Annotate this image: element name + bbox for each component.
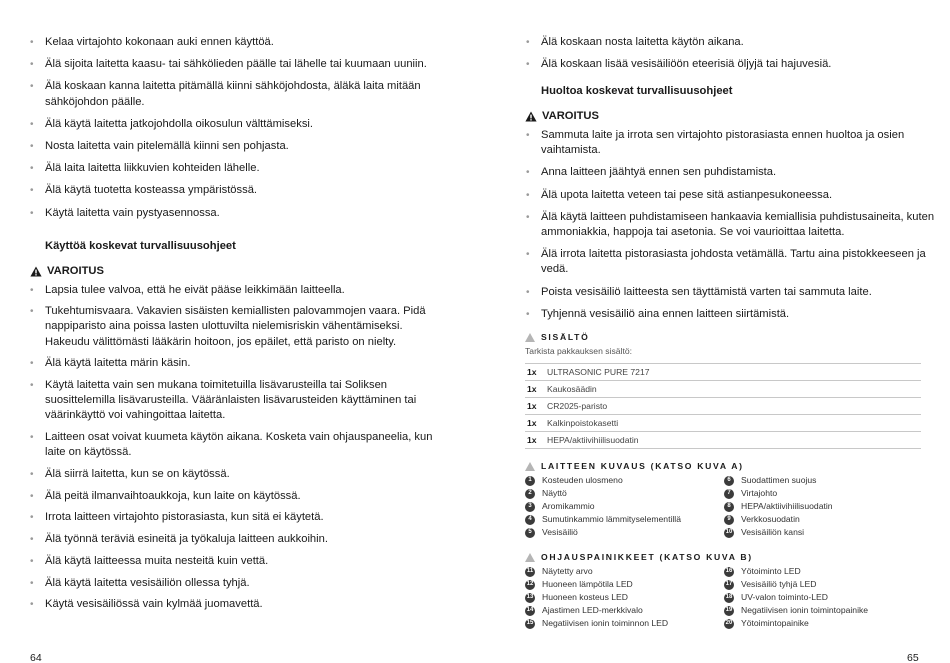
number-badge: 5 <box>525 528 535 538</box>
list-item: • Älä irrota laitetta pistorasiasta johdosta vetämällä. Tartu aina pistokkeeseen ja vedä. <box>541 247 936 277</box>
list-item: 11 Näytetty arvo <box>526 566 593 576</box>
list-item: • Irrota laitteen virtajohto pistorasiasta, kun sitä ei käytetä. <box>45 510 440 525</box>
list-item: • Älä käytä tuotetta kosteassa ympäristössä. <box>45 183 440 198</box>
list-item: • Älä käytä laitteessa muita nesteitä kuin vettä. <box>45 554 440 569</box>
number-badge: 19 <box>724 606 734 616</box>
list-item: 17 Vesisäiliö tyhjä LED <box>725 579 817 589</box>
list-item: • Älä peitä ilmanvaihtoaukkoja, kun laite on käytössä. <box>45 489 440 504</box>
number-badge: 17 <box>724 580 734 590</box>
warning-icon <box>525 111 537 122</box>
list-item: 9 Verkkosuodatin <box>724 513 923 526</box>
list-item: 4 Sumutinkammio lämmityselementillä <box>525 513 724 526</box>
triangle-marker-icon <box>525 462 535 471</box>
contents-heading: SISÄLTÖ <box>525 332 921 343</box>
number-badge: 14 <box>525 606 535 616</box>
right-page <box>475 0 950 663</box>
list-item: • Älä työnnä teräviä esineitä ja työkaluja laitteen aukkoihin. <box>45 532 440 547</box>
number-badge: 11 <box>525 567 535 577</box>
contents-section <box>525 332 921 449</box>
list-item: • Lapsia tulee valvoa, että he eivät pääse leikkimään laitteella. <box>45 283 440 298</box>
list-item: 3 Aromikammio <box>525 500 724 513</box>
parts-column-2 <box>724 474 923 539</box>
list-item: • Älä käytä laitetta märin käsin. <box>45 356 440 371</box>
list-item: 18 UV-valon toiminto-LED <box>725 592 828 602</box>
number-badge: 1 <box>525 476 535 486</box>
number-badge: 10 <box>724 528 734 538</box>
warning-heading <box>525 109 599 124</box>
number-badge: 2 <box>525 489 535 499</box>
list-item: 14 Ajastimen LED-merkkivalo <box>526 605 643 615</box>
list-item: 1 Kosteuden ulosmeno <box>525 474 724 487</box>
list-item: 2 Näyttö <box>525 487 724 500</box>
number-badge: 13 <box>525 593 535 603</box>
safety-list-maintenance <box>541 128 936 322</box>
device-description-section <box>525 461 923 539</box>
controls-list <box>525 565 923 630</box>
device-description-heading: LAITTEEN KUVAUS (KATSO KUVA A) <box>525 461 923 472</box>
list-item: 13 Huoneen kosteus LED <box>526 592 628 602</box>
list-item: • Älä koskaan kanna laitetta pitämällä kiinni sähköjohdosta, äläkä laita mitään sähköjohdon päälle. <box>45 79 440 109</box>
table-row: 1x ULTRASONIC PURE 7217 <box>525 364 921 381</box>
warning-label: VAROITUS <box>542 110 599 122</box>
safety-list-general <box>45 35 440 221</box>
list-item: • Laitteen osat voivat kuumeta käytön aikana. Kosketa vain ohjauspaneelia, kun laite on käytössä. <box>45 430 440 460</box>
page-number: 64 <box>30 652 42 663</box>
list-item: • Älä upota laitetta veteen tai pese sitä astianpesukoneessa. <box>541 188 936 203</box>
list-item: 8 HEPA/aktiivihiilisuodatin <box>724 500 923 513</box>
number-badge: 8 <box>724 502 734 512</box>
number-badge: 15 <box>525 619 535 629</box>
controls-heading: OHJAUSPAINIKKEET (KATSO KUVA B) <box>525 552 923 563</box>
number-badge: 7 <box>724 489 734 499</box>
list-item: • Anna laitteen jäähtyä ennen sen puhdistamista. <box>541 165 936 180</box>
list-item: • Nosta laitetta vain pitelemällä kiinni sen pohjasta. <box>45 139 440 154</box>
page-number: 65 <box>907 652 919 663</box>
list-item: • Tukehtumisvaara. Vakavien sisäisten kemiallisten palovammojen vaara. Pidä nappiparisto aina poissa lasten ulottuvilta nielemisriskin vähentämiseksi. Hakeudu välittömästi lääkärin hoitoon, jos epäilet, että paristo on nielty. <box>45 304 440 350</box>
number-badge: 20 <box>724 619 734 629</box>
list-item: • Älä koskaan nosta laitetta käytön aikana. <box>541 35 936 50</box>
list-item: 7 Virtajohto <box>724 487 923 500</box>
number-badge: 6 <box>724 476 734 486</box>
list-item: • Älä käytä laitteen puhdistamiseen hankaavia kemiallisia puhdistusaineita, kuten ammoniakkia, happoja tai asetonia. Se voi vaurioittaa laitetta. <box>541 210 936 240</box>
list-item: • Kelaa virtajohto kokonaan auki ennen käyttöä. <box>45 35 440 50</box>
list-item: 20 Yötoimintopainike <box>725 618 809 628</box>
warning-icon <box>30 266 42 277</box>
number-badge: 3 <box>525 502 535 512</box>
warning-heading <box>30 264 104 279</box>
list-item: • Älä sijoita laitetta kaasu- tai sähkölieden päälle tai lähelle tai kuumaan uuniin. <box>45 57 440 72</box>
controls-section <box>525 552 923 630</box>
list-item: 6 Suodattimen suojus <box>724 474 923 487</box>
controls-column-2 <box>724 565 923 630</box>
section-heading-maintenance-safety: Huoltoa koskevat turvallisuusohjeet <box>541 85 733 97</box>
list-item: • Älä laita laitetta liikkuvien kohteiden lähelle. <box>45 161 440 176</box>
table-row: 1x HEPA/aktiivihiilisuodatin <box>525 432 921 449</box>
list-item: • Käytä vesisäiliössä vain kylmää juomavettä. <box>45 597 440 612</box>
list-item: 15 Negatiivisen ionin toiminnon LED <box>526 618 669 628</box>
list-item: • Käytä laitetta vain sen mukana toimitetuilla lisävarusteilla tai Soliksen suosittelemilla lisävarusteilla. Vääränlaisten lisävarusteiden käyttäminen tai väärinkäyttö voi vahingoittaa laitetta. <box>45 378 440 424</box>
number-badge: 12 <box>525 580 535 590</box>
list-item: 10 Vesisäiliön kansi <box>725 527 805 537</box>
triangle-marker-icon <box>525 553 535 562</box>
list-item: 19 Negatiivisen ionin toimintopainike <box>725 605 869 615</box>
warning-label: VAROITUS <box>47 265 104 277</box>
safety-list-general <box>541 35 936 72</box>
list-item: • Älä käytä laitetta jatkojohdolla oikosulun välttämiseksi. <box>45 117 440 132</box>
list-item: • Käytä laitetta vain pystyasennossa. <box>45 206 440 221</box>
number-badge: 18 <box>724 593 734 603</box>
safety-list-usage <box>45 283 440 612</box>
contents-table <box>525 363 921 449</box>
number-badge: 4 <box>525 515 535 525</box>
controls-column-1 <box>525 565 724 630</box>
section-heading-usage-safety: Käyttöä koskevat turvallisuusohjeet <box>45 240 236 252</box>
list-item: • Tyhjennä vesisäiliö aina ennen laitteen siirtämistä. <box>541 307 936 322</box>
contents-subtitle: Tarkista pakkauksen sisältö: <box>525 346 632 356</box>
number-badge: 16 <box>724 567 734 577</box>
list-item: • Älä koskaan lisää vesisäiliöön eteerisiä öljyjä tai hajuvesiä. <box>541 57 936 72</box>
number-badge: 9 <box>724 515 734 525</box>
table-row: 1x CR2025-paristo <box>525 398 921 415</box>
list-item: 5 Vesisäiliö <box>525 526 724 539</box>
parts-column-1 <box>525 474 724 539</box>
device-parts-list <box>525 474 923 539</box>
list-item: • Älä käytä laitetta vesisäiliön ollessa tyhjä. <box>45 576 440 591</box>
triangle-marker-icon <box>525 333 535 342</box>
list-item: • Älä siirrä laitetta, kun se on käytössä. <box>45 467 440 482</box>
table-row: 1x Kalkinpoistokasetti <box>525 415 921 432</box>
list-item: 16 Yötoiminto LED <box>725 566 801 576</box>
table-row: 1x Kaukosäädin <box>525 381 921 398</box>
list-item: • Poista vesisäiliö laitteesta sen täyttämistä varten tai sammuta laite. <box>541 285 936 300</box>
list-item: • Sammuta laite ja irrota sen virtajohto pistorasiasta ennen huoltoa ja osien vaihtamista. <box>541 128 936 158</box>
list-item: 12 Huoneen lämpötila LED <box>526 579 633 589</box>
